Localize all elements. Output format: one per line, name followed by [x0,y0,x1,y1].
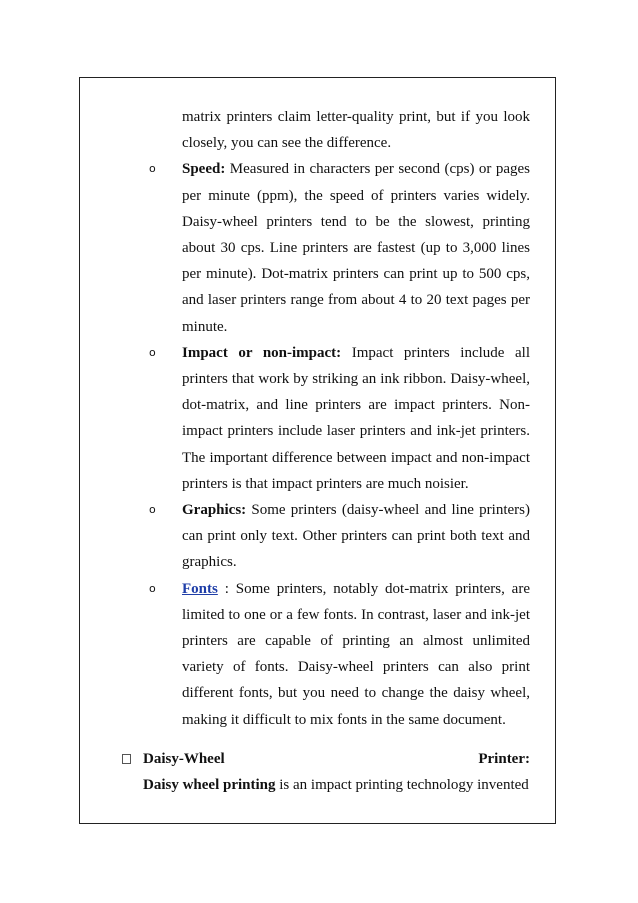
heading-left-text: Daisy-Wheel [143,751,225,767]
item-text: Measured in characters per second (cps) or pages per minute (ppm), the speed of printers varies widely. Daisy-wheel printers tend to be the slowest, printing about 30 cps. Line printers are fastest (up to 3,000 lines per minute). Dot-matrix printers can print up to 500 cps, and laser printers range from about 4 to 20 text pages per minute. [182,161,530,335]
heading-right-text: Printer: [478,751,530,767]
list-item-impact [149,340,531,497]
section-intro [143,772,530,798]
item-text: Some printers (daisy-wheel and line printers) can print only text. Other printers can print both text and graphics. [182,502,530,571]
intro-rest-text: is an impact printing technology invented [275,777,529,794]
item-term: Graphics: [182,502,247,519]
list-item-speed [149,156,530,339]
bullet-icon: o [149,345,156,359]
intro-bold-text: Daisy wheel printing [143,777,276,794]
fonts-link[interactable]: Fonts [182,580,218,597]
item-text: Impact printers include all printers that work by striking an ink ribbon. Daisy-wheel, dot-matrix, and line printers are impact printers. Non-impact printers include laser printers and ink-jet printers. The important difference between impact and non-impact printers is that impact printers are much noisier. [182,344,531,492]
bullet-icon: o [149,581,156,595]
list-item-graphics [149,497,530,576]
bullet-icon: o [149,503,156,517]
list-item-fonts [149,576,530,733]
continuation-text: matrix printers claim letter-quality print, but if you look closely, you can see the difference. [182,109,530,152]
page-content [149,104,531,733]
square-bullet-icon [122,754,131,764]
daisy-wheel-section [122,746,530,798]
section-heading [122,746,530,772]
item-text: : Some printers, notably dot-matrix printers, are limited to one or a few fonts. In contrast, laser and ink-jet printers are capable of printing an almost unlimited variety of fonts. Daisy-wheel printers can also print different fonts, but you need to change the daisy wheel, making it difficult to mix fonts in the same document. [182,580,530,728]
bullet-icon: o [149,162,156,176]
item-term: Impact or non-impact: [182,344,342,361]
item-term: Speed: [182,161,226,178]
